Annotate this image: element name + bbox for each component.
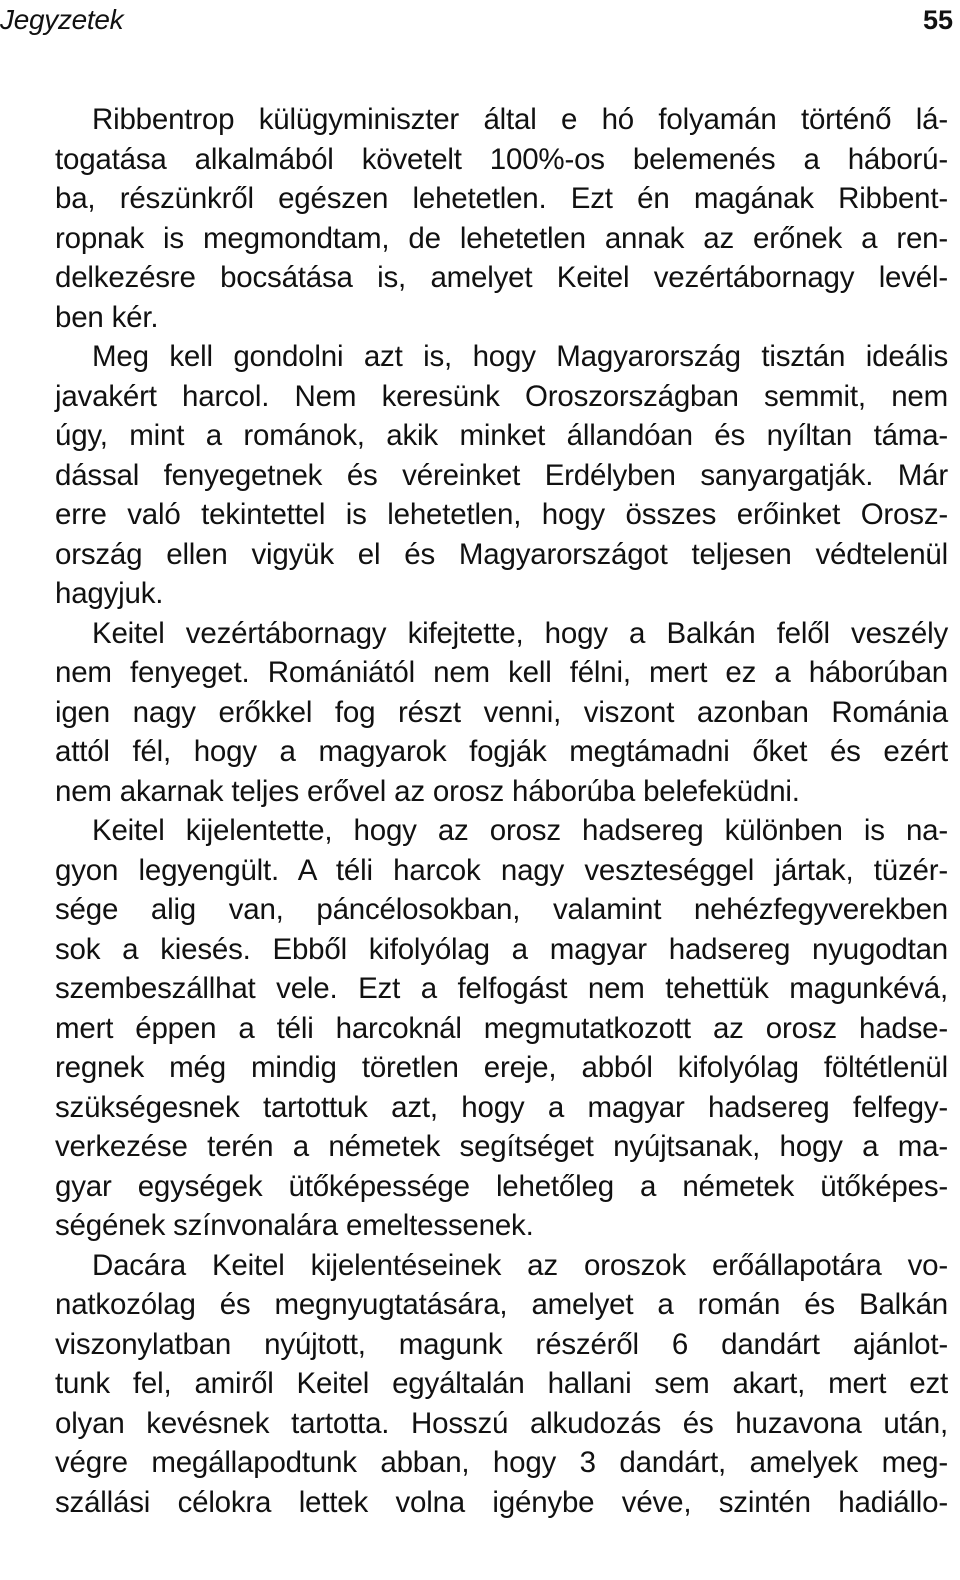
text-line: mert éppen a téli harcoknál megmutatkozott az orosz hadse- — [55, 1011, 948, 1045]
body-text — [55, 100, 948, 1522]
text-line: attól fél, hogy a magyarok fogják megtámadni őket és ezért — [55, 735, 948, 768]
text-line: ben kér. — [55, 300, 159, 334]
text-line: olyan kevésnek tartotta. Hosszú alkudozás és huzavona után, — [55, 1406, 948, 1440]
text-line: hagyjuk. — [55, 577, 164, 610]
text-line: úgy, mint a románok, akik minket állandóan és nyíltan táma- — [55, 419, 948, 452]
text-line: végre megállapodtunk abban, hogy 3 dandárt, amelyek meg- — [55, 1446, 948, 1479]
text-line: verkezése terén a németek segítséget nyújtsanak, hogy a ma- — [55, 1130, 948, 1163]
text-line: Meg kell gondolni azt is, hogy Magyarország tisztán ideális — [92, 340, 948, 373]
text-line: sége alig van, páncélosokban, valamint nehézfegyverekben — [55, 893, 948, 926]
text-line: delkezésre bocsátása is, amelyet Keitel vezértábornagy levél- — [55, 261, 948, 294]
running-head: Jegyzetek — [0, 4, 124, 35]
text-line: togatása alkalmából követelt 100%-os belemenés a háború- — [55, 142, 948, 176]
text-line: ropnak is megmondtam, de lehetetlen annak az erőnek a ren- — [55, 221, 948, 255]
text-line: Ribbentrop külügyminiszter által e hó folyamán történő lá- — [92, 103, 948, 136]
text-line: natkozólag és megnyugtatására, amelyet a román és Balkán — [55, 1288, 948, 1321]
text-line: erre való tekintettel is lehetetlen, hogy összes erőinket Orosz- — [55, 498, 948, 531]
text-line: Dacára Keitel kijelentéseinek az oroszok erőállapotára vo- — [92, 1248, 948, 1282]
page-number: 55 — [922, 5, 953, 35]
text-line: gyar egységek ütőképessége lehetőleg a németek ütőképes- — [55, 1169, 948, 1203]
text-line: nem akarnak teljes erővel az orosz háborúba belefeküdni. — [55, 774, 800, 808]
text-line: ba, részünkről egészen lehetetlen. Ezt én magának Ribbent- — [55, 182, 948, 215]
text-line: nem fenyeget. Romániától nem kell félni, mert ez a háborúban — [55, 656, 948, 689]
text-line: ország ellen vigyük el és Magyarországot teljesen védtelenül — [55, 537, 948, 571]
text-line: szükségesnek tartottuk azt, hogy a magyar hadsereg felfegy- — [55, 1090, 948, 1124]
text-line: szállási célokra lettek volna igénybe véve, szintén hadiállo- — [55, 1485, 948, 1519]
text-line: regnek még mindig töretlen ereje, abból kifolyólag föltétlenül — [55, 1051, 948, 1084]
text-line: Keitel vezértábornagy kifejtette, hogy a Balkán felől veszély — [92, 616, 948, 650]
text-line: gyon legyengült. A téli harcok nagy veszteséggel jártak, tüzér- — [55, 853, 948, 887]
text-line: igen nagy erőkkel fog részt venni, viszont azonban Románia — [55, 695, 948, 729]
text-line: javakért harcol. Nem keresünk Oroszországban semmit, nem — [55, 379, 948, 413]
text-line: dással fenyegetnek és véreinket Erdélyben sanyargatják. Már — [55, 458, 948, 492]
text-line: tunk fel, amiről Keitel egyáltalán hallani sem akart, mert ezt — [55, 1367, 948, 1400]
text-line: ségének színvonalára emeltessenek. — [55, 1209, 534, 1242]
text-line: sok a kiesés. Ebből kifolyólag a magyar hadsereg nyugodtan — [55, 932, 948, 966]
text-line: viszonylatban nyújtott, magunk részéről 6 dandárt ajánlot- — [55, 1327, 948, 1361]
text-line: Keitel kijelentette, hogy az orosz hadsereg különben is na- — [92, 814, 948, 847]
page-header — [0, 0, 960, 40]
text-line: szembeszállhat vele. Ezt a felfogást nem tehettük magunkévá, — [55, 972, 948, 1005]
